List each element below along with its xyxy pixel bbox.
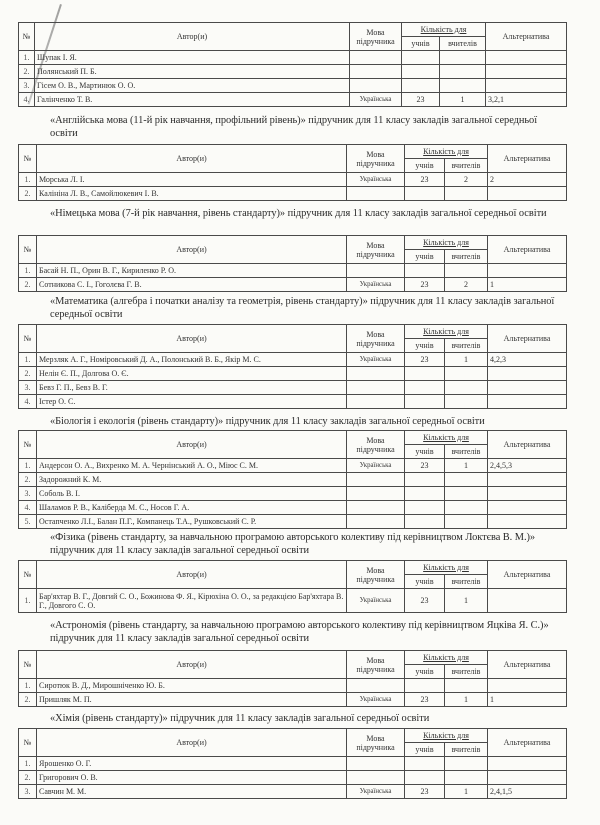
- table-row: [19, 693, 567, 707]
- row-alternative: [488, 487, 567, 501]
- textbook-table: [18, 728, 567, 799]
- row-author: Андерсон О. А., Вихренко М. А. Чернінський А. О., Міюс С. М.: [37, 459, 347, 473]
- section-title: «Хімія (рівень стандарту)» підручник для 11 класу закладів загальної середньої освіти: [50, 713, 430, 724]
- row-author: Пришляк М. П.: [37, 693, 347, 707]
- table-row: [19, 679, 567, 693]
- row-alternative: [488, 515, 567, 529]
- table-row: [19, 173, 567, 187]
- header-students: учнів: [402, 37, 440, 51]
- header-students: учнів: [405, 575, 445, 589]
- row-teachers: [445, 395, 488, 409]
- header-quantity: Кількість для: [405, 145, 488, 159]
- header-quantity: Кількість для: [405, 651, 488, 665]
- row-language: [347, 473, 405, 487]
- header-alternative: Альтернатива: [488, 325, 567, 353]
- row-language: [347, 367, 405, 381]
- row-teachers: 1: [440, 93, 486, 107]
- table-row: [19, 187, 567, 201]
- row-students: 23: [405, 693, 445, 707]
- header-students: учнів: [405, 250, 445, 264]
- row-language: [347, 264, 405, 278]
- row-language: [347, 501, 405, 515]
- header-students: учнів: [405, 665, 445, 679]
- header-no: №: [19, 431, 37, 459]
- row-author: Остапченко Л.І., Балан П.Г., Компанець Т.А., Рушковський С. Р.: [37, 515, 347, 529]
- row-teachers: [445, 187, 488, 201]
- row-students: 23: [405, 785, 445, 799]
- table-row: [19, 589, 567, 613]
- row-author: Соболь В. І.: [37, 487, 347, 501]
- header-language: Мова підручника: [347, 325, 405, 353]
- row-language: [347, 395, 405, 409]
- header-no: №: [19, 561, 37, 589]
- row-teachers: 1: [445, 693, 488, 707]
- row-no: 1.: [19, 51, 35, 65]
- row-language: [347, 381, 405, 395]
- header-quantity: Кількість для: [402, 23, 486, 37]
- header-language: Мова підручника: [350, 23, 402, 51]
- row-no: 1.: [19, 757, 37, 771]
- table-row: [19, 79, 567, 93]
- row-author: Савчин М. М.: [37, 785, 347, 799]
- row-teachers: [445, 381, 488, 395]
- row-language: Українська: [347, 353, 405, 367]
- row-author: Ярошенко О. Г.: [37, 757, 347, 771]
- header-language: Мова підручника: [347, 561, 405, 589]
- row-alternative: 3,2,1: [486, 93, 567, 107]
- header-language: Мова підручника: [347, 431, 405, 459]
- row-no: 1.: [19, 679, 37, 693]
- table-row: [19, 473, 567, 487]
- row-students: [405, 515, 445, 529]
- row-students: 23: [402, 93, 440, 107]
- header-teachers: вчителів: [445, 665, 488, 679]
- row-no: 4.: [19, 395, 37, 409]
- header-students: учнів: [405, 159, 445, 173]
- row-alternative: [488, 367, 567, 381]
- row-teachers: 1: [445, 785, 488, 799]
- row-no: 1.: [19, 353, 37, 367]
- section-title: «Біологія і екологія (рівень стандарту)» підручник для 11 класу закладів загальної середньої освіти: [50, 416, 485, 427]
- row-alternative: [488, 679, 567, 693]
- row-alternative: [488, 395, 567, 409]
- header-no: №: [19, 651, 37, 679]
- header-teachers: вчителів: [445, 250, 488, 264]
- row-no: 4.: [19, 93, 35, 107]
- row-alternative: 1: [488, 693, 567, 707]
- row-students: [405, 187, 445, 201]
- table-row: [19, 381, 567, 395]
- row-teachers: [445, 515, 488, 529]
- row-no: 2.: [19, 473, 37, 487]
- header-author: Автор(и): [37, 145, 347, 173]
- row-students: 23: [405, 589, 445, 613]
- row-no: 3.: [19, 79, 35, 93]
- header-no: №: [19, 236, 37, 264]
- row-no: 1.: [19, 264, 37, 278]
- table-row: [19, 487, 567, 501]
- section-title: «Німецька мова (7-й рік навчання, рівень стандарту)» підручник для 11 класу закладів загальної середньої освіти: [50, 208, 547, 219]
- row-language: [347, 679, 405, 693]
- row-language: [350, 65, 402, 79]
- row-author: Галінченко Т. В.: [35, 93, 350, 107]
- row-students: [402, 51, 440, 65]
- row-no: 1.: [19, 589, 37, 613]
- header-no: №: [19, 145, 37, 173]
- row-no: 5.: [19, 515, 37, 529]
- row-author: Сиротюк В. Д., Мирошніченко Ю. Б.: [37, 679, 347, 693]
- header-author: Автор(и): [37, 729, 347, 757]
- table-row: [19, 771, 567, 785]
- header-teachers: вчителів: [440, 37, 486, 51]
- header-no: №: [19, 325, 37, 353]
- header-alternative: Альтернатива: [488, 431, 567, 459]
- row-language: Українська: [347, 589, 405, 613]
- header-teachers: вчителів: [445, 445, 488, 459]
- row-no: 2.: [19, 771, 37, 785]
- header-alternative: Альтернатива: [486, 23, 567, 51]
- header-teachers: вчителів: [445, 159, 488, 173]
- row-students: [405, 264, 445, 278]
- textbook-table: [18, 235, 567, 292]
- header-author: Автор(и): [35, 23, 350, 51]
- header-students: учнів: [405, 743, 445, 757]
- row-alternative: [488, 589, 567, 613]
- table-row: [19, 51, 567, 65]
- row-language: [347, 771, 405, 785]
- table-row: [19, 93, 567, 107]
- row-no: 3.: [19, 381, 37, 395]
- row-alternative: [488, 473, 567, 487]
- header-alternative: Альтернатива: [488, 145, 567, 173]
- row-teachers: [440, 65, 486, 79]
- row-students: [402, 65, 440, 79]
- header-quantity: Кількість для: [405, 561, 488, 575]
- header-alternative: Альтернатива: [488, 236, 567, 264]
- row-no: 2.: [19, 367, 37, 381]
- row-teachers: 2: [445, 278, 488, 292]
- row-language: Українська: [350, 93, 402, 107]
- table-row: [19, 501, 567, 515]
- table-row: [19, 264, 567, 278]
- header-no: №: [19, 23, 35, 51]
- row-students: [405, 395, 445, 409]
- textbook-table: [18, 144, 567, 201]
- header-author: Автор(и): [37, 651, 347, 679]
- row-teachers: 1: [445, 589, 488, 613]
- row-alternative: [488, 757, 567, 771]
- row-teachers: 1: [445, 459, 488, 473]
- row-students: [405, 473, 445, 487]
- row-author: Калініна Л. В., Самойлюкевич І. В.: [37, 187, 347, 201]
- row-students: [402, 79, 440, 93]
- row-author: Мерзляк А. Г., Номіровський Д. А., Полонський В. Б., Якір М. С.: [37, 353, 347, 367]
- textbook-table: [18, 650, 567, 707]
- textbook-table: [18, 560, 567, 613]
- row-teachers: [445, 757, 488, 771]
- table-row: [19, 278, 567, 292]
- row-author: Полянський П. Б.: [35, 65, 350, 79]
- row-alternative: 2,4,5,3: [488, 459, 567, 473]
- row-language: Українська: [347, 173, 405, 187]
- row-language: [347, 187, 405, 201]
- header-no: №: [19, 729, 37, 757]
- row-no: 1.: [19, 459, 37, 473]
- header-quantity: Кількість для: [405, 431, 488, 445]
- table-row: [19, 367, 567, 381]
- row-author: Шупак І. Я.: [35, 51, 350, 65]
- header-quantity: Кількість для: [405, 729, 488, 743]
- row-language: [347, 757, 405, 771]
- row-students: [405, 771, 445, 785]
- section-title: «Фізика (рівень стандарту, за навчальною програмою авторського колективу під керівництвом Локтєва В. М.)» підручник для 11 класу закладів загальної середньої освіти: [50, 532, 536, 556]
- row-alternative: [488, 187, 567, 201]
- row-students: [405, 381, 445, 395]
- row-alternative: 1: [488, 278, 567, 292]
- header-alternative: Альтернатива: [488, 651, 567, 679]
- header-alternative: Альтернатива: [488, 729, 567, 757]
- row-teachers: [445, 473, 488, 487]
- header-quantity: Кількість для: [405, 325, 488, 339]
- row-students: [405, 679, 445, 693]
- header-teachers: вчителів: [445, 575, 488, 589]
- header-author: Автор(и): [37, 431, 347, 459]
- table-row: [19, 515, 567, 529]
- table-row: [19, 757, 567, 771]
- row-author: Нелін Є. П., Долгова О. Є.: [37, 367, 347, 381]
- table-row: [19, 65, 567, 79]
- row-alternative: [488, 381, 567, 395]
- row-no: 2.: [19, 187, 37, 201]
- row-language: [347, 487, 405, 501]
- row-teachers: [445, 367, 488, 381]
- row-no: 3.: [19, 785, 37, 799]
- row-no: 2.: [19, 65, 35, 79]
- textbook-table: [18, 324, 567, 409]
- header-quantity: Кількість для: [405, 236, 488, 250]
- row-language: [347, 515, 405, 529]
- row-alternative: [488, 771, 567, 785]
- header-language: Мова підручника: [347, 651, 405, 679]
- header-alternative: Альтернатива: [488, 561, 567, 589]
- header-language: Мова підручника: [347, 729, 405, 757]
- row-teachers: [440, 79, 486, 93]
- row-language: [350, 79, 402, 93]
- row-students: [405, 501, 445, 515]
- row-alternative: [488, 501, 567, 515]
- row-students: 23: [405, 353, 445, 367]
- row-students: 23: [405, 278, 445, 292]
- header-author: Автор(и): [37, 561, 347, 589]
- row-author: Шаламов Р. В., Каліберда М. С., Носов Г. А.: [37, 501, 347, 515]
- row-author: Задорожний К. М.: [37, 473, 347, 487]
- row-teachers: [445, 501, 488, 515]
- textbook-table: [18, 22, 567, 107]
- table-row: [19, 395, 567, 409]
- header-teachers: вчителів: [445, 743, 488, 757]
- row-students: [405, 367, 445, 381]
- row-teachers: [445, 264, 488, 278]
- row-alternative: 2: [488, 173, 567, 187]
- row-author: Басай Н. П., Орин В. Г., Кириленко Р. О.: [37, 264, 347, 278]
- table-row: [19, 459, 567, 473]
- row-author: Сотникова С. І., Гоголєва Г. В.: [37, 278, 347, 292]
- table-row: [19, 785, 567, 799]
- row-author: Бевз Г. П., Бевз В. Г.: [37, 381, 347, 395]
- row-no: 1.: [19, 173, 37, 187]
- header-author: Автор(и): [37, 236, 347, 264]
- row-teachers: [445, 487, 488, 501]
- header-students: учнів: [405, 445, 445, 459]
- row-teachers: 2: [445, 173, 488, 187]
- row-author: Григорович О. В.: [37, 771, 347, 785]
- row-students: 23: [405, 173, 445, 187]
- row-no: 2.: [19, 693, 37, 707]
- section-title: «Астрономія (рівень стандарту, за навчальною програмою авторського колективу під керівництвом Яцківа Я. С.)» підручник для 11 класу закладів загальної середньої освіти: [50, 620, 549, 644]
- row-language: Українська: [347, 459, 405, 473]
- row-alternative: [486, 65, 567, 79]
- header-students: учнів: [405, 339, 445, 353]
- row-author: Гісем О. В., Мартинюк О. О.: [35, 79, 350, 93]
- section-title: «Математика (алгебра і початки аналізу та геометрія, рівень стандарту)» підручник для 11 класу закладів загальної середньої освіти: [50, 296, 555, 320]
- header-language: Мова підручника: [347, 236, 405, 264]
- header-author: Автор(и): [37, 325, 347, 353]
- row-teachers: [445, 679, 488, 693]
- header-teachers: вчителів: [445, 339, 488, 353]
- row-language: [350, 51, 402, 65]
- row-alternative: [488, 264, 567, 278]
- row-language: Українська: [347, 278, 405, 292]
- row-language: Українська: [347, 693, 405, 707]
- textbook-table: [18, 430, 567, 529]
- row-students: [405, 487, 445, 501]
- row-alternative: [486, 51, 567, 65]
- header-language: Мова підручника: [347, 145, 405, 173]
- row-language: Українська: [347, 785, 405, 799]
- table-row: [19, 353, 567, 367]
- row-no: 3.: [19, 487, 37, 501]
- row-author: Істер О. С.: [37, 395, 347, 409]
- row-students: [405, 757, 445, 771]
- row-alternative: 4,2,3: [488, 353, 567, 367]
- row-alternative: [486, 79, 567, 93]
- row-teachers: 1: [445, 353, 488, 367]
- row-alternative: 2,4,1,5: [488, 785, 567, 799]
- row-no: 4.: [19, 501, 37, 515]
- row-students: 23: [405, 459, 445, 473]
- row-teachers: [440, 51, 486, 65]
- section-title: «Англійська мова (11-й рік навчання, профільний рівень)» підручник для 11 класу закладів загальної середньої освіти: [50, 115, 538, 139]
- row-teachers: [445, 771, 488, 785]
- row-author: Морська Л. І.: [37, 173, 347, 187]
- row-no: 2.: [19, 278, 37, 292]
- row-author: Бар'яхтар В. Г., Довгий С. О., Божинова Ф. Я., Кірюхіна О. О., за редакцією Бар'яхтара В. Г., Довгого С. О.: [37, 589, 347, 613]
